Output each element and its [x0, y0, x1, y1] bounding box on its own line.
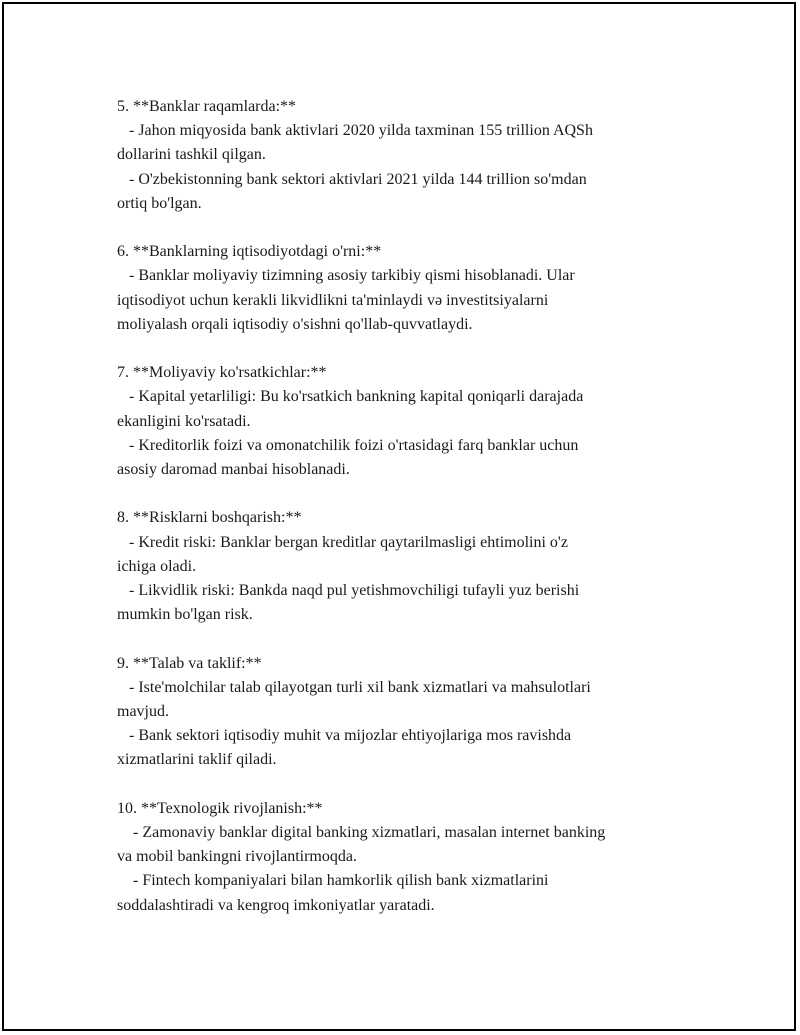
section-5-banklar-raqamlarda [117, 95, 697, 216]
body-line: - Kapital yetarliligi: Bu ko'rsatkich bankning kapital qoniqarli darajada [117, 388, 584, 406]
section-heading: 6. **Banklarning iqtisodiyotdagi o'rni:** [117, 243, 382, 261]
body-line: mavjud. [117, 703, 169, 721]
section-heading: 9. **Talab va taklif:** [117, 654, 262, 672]
section-9-talab-va-taklif [117, 652, 697, 773]
body-line: - Zamonaviy banklar digital banking xizmatlari, masalan internet banking [117, 824, 606, 842]
body-line: - Fintech kompaniyalari bilan hamkorlik qilish bank xizmatlarini [117, 872, 549, 890]
body-line: soddalashtiradi va kengroq imkoniyatlar yaratadi. [117, 896, 435, 914]
body-line: iqtisodiyot uchun kerakli likvidlikni ta'minlaydi və investitsiyalarni [117, 291, 549, 309]
section-6-iqtisodiyotdagi-orni [117, 240, 697, 337]
body-line: - Kreditorlik foizi va omonatchilik foizi o'rtasidagi farq banklar uchun [117, 436, 579, 454]
section-8-risklarni-boshqarish [117, 506, 697, 627]
body-line: - Jahon miqyosida bank aktivlari 2020 yilda taxminan 155 trillion AQSh [117, 122, 593, 140]
body-line: asosiy daromad manbai hisoblanadi. [117, 461, 350, 479]
body-line: ekanligini ko'rsatadi. [117, 412, 251, 430]
body-line: ortiq bo'lgan. [117, 194, 202, 212]
body-line: - O'zbekistonning bank sektori aktivlari 2021 yilda 144 trillion so'mdan [117, 170, 587, 188]
body-line: moliyalash orqali iqtisodiy o'sishni qo'llab-quvvatlaydi. [117, 315, 473, 333]
body-line: - Kredit riski: Banklar bergan kreditlar qaytarilmasligi ehtimolini o'z [117, 533, 568, 551]
body-line: xizmatlarini taklif qiladi. [117, 751, 277, 769]
body-line: - Likvidlik riski: Bankda naqd pul yetishmovchiligi tufayli yuz berishi [117, 582, 580, 600]
section-10-texnologik-rivojlanish [117, 797, 697, 918]
body-line: - Iste'molchilar talab qilayotgan turli xil bank xizmatlari va mahsulotlari [117, 678, 591, 696]
body-line: dollarini tashkil qilgan. [117, 146, 266, 164]
body-line: - Bank sektori iqtisodiy muhit va mijozlar ehtiyojlariga mos ravishda [117, 727, 572, 745]
document-body [117, 95, 697, 942]
body-line: - Banklar moliyaviy tizimning asosiy tarkibiy qismi hisoblanadi. Ular [117, 267, 575, 285]
section-heading: 8. **Risklarni boshqarish:** [117, 509, 302, 527]
body-line: ichiga oladi. [117, 557, 197, 575]
section-heading: 10. **Texnologik rivojlanish:** [117, 799, 323, 817]
section-heading: 7. **Moliyaviy ko'rsatkichlar:** [117, 364, 327, 382]
body-line: mumkin bo'lgan risk. [117, 606, 253, 624]
section-heading: 5. **Banklar raqamlarda:** [117, 98, 297, 115]
body-line: va mobil bankingni rivojlantirmoqda. [117, 848, 357, 866]
section-7-moliyaviy-korsatkichlar [117, 361, 697, 482]
